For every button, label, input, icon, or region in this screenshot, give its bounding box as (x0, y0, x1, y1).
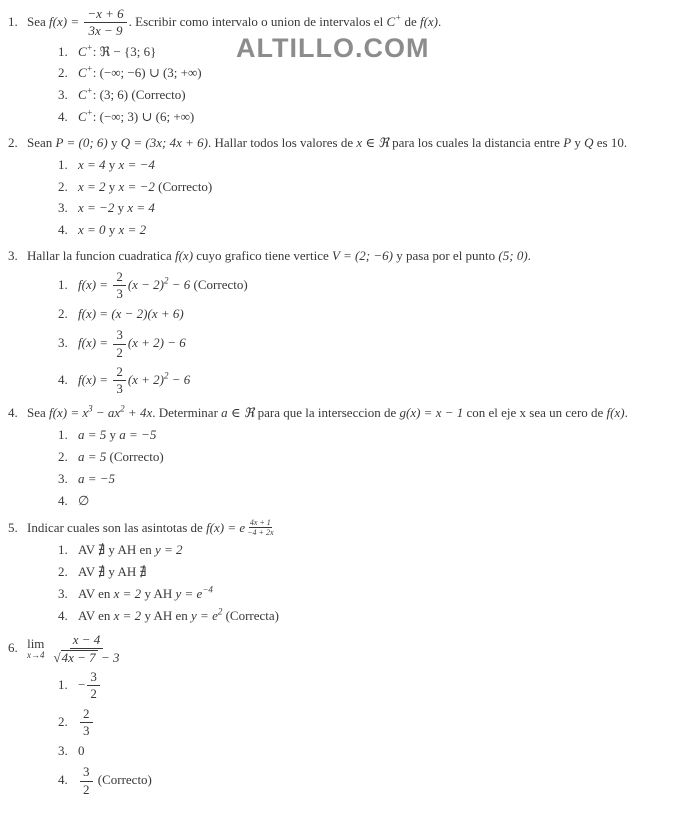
math-text: P = (0; 6) (55, 135, 108, 151)
math-text: AV ∄ y AH ∄ (78, 563, 147, 579)
question (8, 247, 694, 396)
math-text: Indicar cuales son las asintotas de (27, 519, 207, 535)
option (58, 608, 694, 625)
radical-icon: √ (53, 649, 61, 665)
math-text: 2 (116, 344, 123, 360)
math-text: AV ∄ y AH en (78, 541, 155, 557)
math-text: C (78, 109, 87, 125)
option-number: 3. (58, 743, 68, 759)
math-text: 3 (90, 669, 97, 685)
math-text: Sean (27, 135, 56, 151)
math-text: a = −5 (78, 470, 116, 486)
option-number: 4. (58, 222, 68, 238)
math-text: (Correcto) (190, 276, 248, 292)
math-text: de (401, 13, 420, 29)
option-number: 2. (58, 448, 68, 464)
option-number: 1. (58, 676, 68, 692)
option (58, 493, 694, 510)
math-text: x = 2 (118, 222, 147, 238)
superscript: + (86, 107, 93, 118)
math-text: 3x − 9 (88, 23, 123, 39)
fraction-numerator (113, 328, 126, 344)
question (8, 518, 694, 625)
option-number: 3. (58, 585, 68, 601)
math-text: x = 2 (113, 607, 142, 623)
math-text: x = −2 (118, 178, 155, 194)
question (8, 404, 694, 509)
fraction (51, 633, 123, 666)
math-text: y (105, 178, 119, 194)
fraction-denominator (80, 782, 93, 797)
math-text: y pasa por el punto (393, 248, 499, 264)
math-text: x = 4 (127, 200, 155, 216)
math-text: y (571, 135, 585, 151)
math-text: Q (584, 135, 594, 151)
math-text: para los cuales la distancia entre (388, 135, 564, 151)
superscript: + (86, 64, 93, 75)
math-text: 2 (83, 781, 90, 797)
question-number: 3. (8, 248, 18, 264)
fraction-denominator (113, 345, 126, 360)
option (58, 542, 694, 559)
fraction-numerator: 4x + 1 (249, 517, 271, 527)
math-text: −x + 6 (87, 6, 124, 21)
fraction-denominator (80, 723, 93, 738)
option-number: 2. (58, 713, 68, 729)
math-text: y = 2 (155, 541, 183, 557)
math-text: 2 (90, 686, 97, 702)
math-text: : (−∞; −6) ∪ (3; +∞) (92, 65, 202, 81)
option-number: 4. (58, 771, 68, 787)
math-text: y AH (141, 585, 176, 601)
math-text: − 6 (168, 371, 191, 387)
math-text: − 3 (97, 649, 120, 665)
math-text: f(x) = (x − 2)(x + 6) (78, 306, 184, 322)
option-number: 4. (58, 109, 68, 125)
fraction-denominator (51, 649, 123, 665)
fraction (87, 670, 100, 702)
math-text: : (−∞; 3) ∪ (6; +∞) (92, 109, 195, 125)
superscript: 2 (164, 275, 169, 286)
question-number: 4. (8, 405, 18, 421)
fraction (113, 328, 126, 360)
question (8, 633, 694, 797)
option-number: 3. (58, 200, 68, 216)
option-number: 3. (58, 335, 68, 351)
option-number: 1. (58, 43, 68, 59)
superscript: 2 (120, 404, 125, 415)
math-text: V = (2; −6) (332, 248, 393, 264)
question-prompt (8, 404, 694, 422)
math-text: Sea (27, 13, 50, 29)
math-text: (Correcto) (94, 771, 152, 787)
math-text: 3 (116, 327, 123, 343)
question-list (8, 7, 694, 797)
math-text: y (105, 156, 119, 172)
math-text: (x + 2) − 6 (127, 335, 186, 351)
fraction-numerator (113, 365, 126, 381)
math-text: Hallar la funcion cuadratica (27, 248, 175, 264)
math-text: . Determinar (152, 405, 222, 421)
fraction-denominator (87, 686, 100, 701)
math-text: − 6 (168, 276, 191, 292)
math-text: 2 (116, 363, 123, 379)
math-text: (x + 2) (127, 371, 165, 387)
option (58, 743, 694, 760)
math-text: P (563, 135, 572, 151)
superscript: 2 (164, 370, 169, 381)
math-text: (Correcto) (154, 178, 213, 194)
math-text: y = e (175, 585, 203, 601)
option (58, 179, 694, 196)
option (58, 427, 694, 444)
superscript: −4 (202, 584, 213, 595)
fraction-denominator: −4 + 2x (247, 527, 274, 537)
option-number: 2. (58, 306, 68, 322)
option-number: 1. (58, 427, 68, 443)
option-number: 4. (58, 607, 68, 623)
option (58, 87, 694, 104)
math-text: f(x) = (78, 371, 112, 387)
fraction (80, 765, 93, 797)
fraction-numerator (113, 270, 126, 286)
question-number: 6. (8, 639, 18, 655)
fraction-denominator (113, 381, 126, 396)
option (58, 765, 694, 797)
math-text: . (438, 13, 442, 29)
question-prompt (8, 134, 694, 152)
math-text: ∅ (78, 492, 90, 508)
math-text: x − 4 (72, 631, 101, 647)
option (58, 270, 694, 302)
math-text: C (78, 65, 87, 81)
option (58, 365, 694, 397)
math-text: (5; 0) (498, 248, 528, 264)
options-list (8, 670, 694, 797)
options-list (8, 427, 694, 510)
option (58, 109, 694, 126)
math-text: : ℜ − {3; 6} (92, 43, 157, 59)
math-text: : (3; 6) (Correcto) (92, 87, 186, 103)
option (58, 586, 694, 603)
math-text: + 4x (124, 405, 153, 421)
math-text: a = 5 (78, 427, 107, 443)
math-text: (Correcta) (222, 607, 280, 623)
math-text: es 10. (593, 135, 628, 151)
math-text: y = e (191, 607, 218, 623)
question-number: 5. (8, 519, 18, 535)
math-text: − ax (92, 405, 121, 421)
superscript: + (86, 86, 93, 97)
option-number: 1. (58, 156, 68, 172)
math-text: g(x) = x − 1 (399, 405, 464, 421)
superscript: + (86, 42, 93, 53)
math-text: f(x) (174, 248, 194, 264)
math-text: Sea (27, 405, 50, 421)
math-text: f(x) = (78, 335, 112, 351)
option (58, 449, 694, 466)
watermark: ALTILLO.COM (236, 33, 430, 63)
math-text: a = −5 (119, 427, 157, 443)
math-text: 2 (83, 705, 90, 721)
fraction-numerator (80, 707, 93, 723)
math-text: (Correcto) (106, 448, 164, 464)
math-text: f(x) = (49, 13, 83, 29)
option (58, 65, 694, 82)
math-text: a ∈ ℜ (221, 405, 255, 421)
question-prompt (8, 518, 694, 537)
option-number: 1. (58, 276, 68, 292)
option-number: 1. (58, 541, 68, 557)
math-text: f(x) = x (49, 405, 89, 421)
fraction-numerator (80, 765, 93, 781)
question (8, 134, 694, 239)
math-text: x = −2 (78, 200, 115, 216)
math-text: 2 (116, 268, 123, 284)
math-text: C (78, 87, 87, 103)
math-text: 3 (116, 381, 123, 397)
option-number: 3. (58, 87, 68, 103)
superscript: + (395, 12, 402, 23)
option (58, 200, 694, 217)
math-text: x = 4 (78, 156, 106, 172)
math-text: − (78, 676, 86, 692)
option-number: 3. (58, 470, 68, 486)
math-text: a = 5 (78, 448, 107, 464)
options-list (8, 157, 694, 240)
math-text: C (78, 43, 87, 59)
math-text: y (105, 222, 119, 238)
math-text: y (107, 135, 121, 151)
math-text: x = −4 (118, 156, 155, 172)
option (58, 222, 694, 239)
math-text: x ∈ ℜ (356, 135, 389, 151)
option-number: 4. (58, 492, 68, 508)
exponent-fraction (246, 518, 274, 537)
options-list (8, 270, 694, 397)
math-text: y AH en (141, 607, 192, 623)
superscript: 2 (217, 606, 223, 617)
radicand (61, 650, 98, 665)
superscript: 3 (88, 404, 93, 415)
math-text: x = 2 (78, 178, 106, 194)
square-root (54, 650, 98, 665)
option-number: 2. (58, 178, 68, 194)
math-text: 0 (78, 743, 85, 759)
math-text: y (114, 200, 128, 216)
math-text: . Hallar todos los valores de (207, 135, 357, 151)
fraction (113, 270, 126, 302)
math-text: cuyo grafico tiene vertice (193, 248, 332, 264)
option (58, 707, 694, 739)
fraction-denominator (113, 286, 126, 301)
limit-subscript: x→4 (27, 649, 45, 660)
option (58, 328, 694, 360)
math-text: f(x) (419, 13, 439, 29)
math-text: x = 0 (78, 222, 106, 238)
option (58, 157, 694, 174)
math-text: . (624, 405, 628, 421)
question-number: 2. (8, 135, 18, 151)
option-number: 2. (58, 65, 68, 81)
math-text: C (386, 13, 396, 29)
fraction (113, 365, 126, 397)
math-text: con el eje x sea un cero de (463, 405, 607, 421)
option-number: 2. (58, 563, 68, 579)
math-text: f(x) (606, 405, 625, 421)
option-number: 4. (58, 371, 68, 387)
option (58, 670, 694, 702)
math-text: y (106, 427, 120, 443)
fraction-numerator (84, 7, 126, 23)
question-prompt (8, 247, 694, 265)
math-text: 3 (83, 764, 90, 780)
math-text: para que la interseccion de (254, 405, 400, 421)
fraction-numerator (70, 633, 104, 649)
fraction-denominator (85, 23, 125, 38)
fraction (84, 7, 126, 39)
math-text: x = 2 (113, 585, 142, 601)
option (58, 564, 694, 581)
option (58, 306, 694, 323)
math-text: 3 (116, 286, 123, 302)
limit-operator (27, 637, 45, 660)
math-text: f(x) = e (206, 519, 246, 535)
math-text: (x − 2) (127, 276, 165, 292)
limit-label: lim (27, 636, 45, 652)
math-text: AV en (78, 607, 114, 623)
math-text: 4x − 7 (61, 649, 96, 665)
math-text: . (527, 248, 531, 264)
fraction-numerator (87, 670, 100, 686)
question-prompt (8, 633, 694, 666)
math-text: 3 (83, 723, 90, 739)
math-text: AV en (78, 585, 114, 601)
math-text: . Escribir como intervalo o union de intervalos el (128, 13, 387, 29)
question-number: 1. (8, 13, 18, 29)
option (58, 471, 694, 488)
question (8, 7, 694, 126)
math-text: f(x) = (78, 276, 112, 292)
options-list (8, 542, 694, 625)
fraction (80, 707, 93, 739)
math-text: Q = (3x; 4x + 6) (120, 135, 208, 151)
